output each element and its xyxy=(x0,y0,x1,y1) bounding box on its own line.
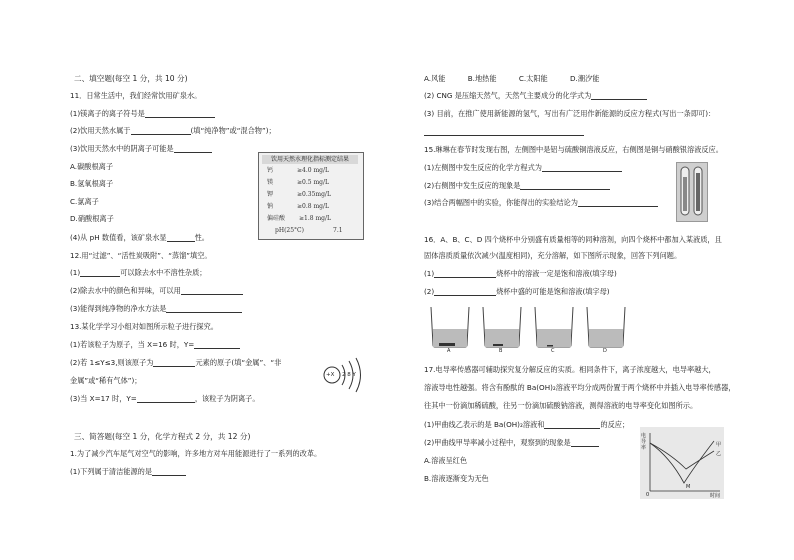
table-row: pH(25°C) 7.1 xyxy=(275,227,343,234)
q17-2: (2)甲曲线甲导率减小过程中，观察到的现象是 xyxy=(424,438,599,447)
shell-label: 2 8 Y xyxy=(342,372,356,378)
q14-3-blank xyxy=(424,127,584,136)
q11-3: (3)饮用天然水中的阴离子可能是 xyxy=(70,144,212,153)
q17-stem-3: 往其中一份滴加稀硫酸，往另一份滴加硫酸钠溶液，测得溶液的电导率变化如图所示。 xyxy=(424,401,698,410)
q16-stem-cont: 固体溶质质量依次减少(温度相同)，充分溶解，如下图所示现象，回答下列问题。 xyxy=(424,251,682,260)
q13-1: (1)若该粒子为原子，当 X=16 时，Y= xyxy=(70,340,240,349)
q17-stem: 17.电导率传感器可辅助探究复分解反应的实质。相同条件下，离子浓度越大，电导率越大， xyxy=(424,365,716,374)
q17-1: (1)甲曲线乙表示的是 Ba(OH)₂溶液和 的反应； xyxy=(424,420,630,429)
atom-structure-diagram xyxy=(318,356,366,394)
q12-1: (1) 可以除去水中不溶性杂质； xyxy=(70,268,207,277)
q16-1: (1) 烧杯中的溶液一定是饱和溶液(填字母) xyxy=(424,269,617,278)
option-c: C.氯离子 xyxy=(70,197,99,206)
option-b: B.氢氧根离子 xyxy=(70,179,114,188)
q17-stem-2: 溶液导电性越强。将含有酚酞的 Ba(OH)₂溶液平均分成两份置于两个烧杯中并插入电导率传感器， xyxy=(424,383,736,392)
graph-y-label: 电导率 xyxy=(641,433,647,451)
q14-options: A.风能 B.地热能 C.太阳能 D.潮汐能 xyxy=(424,74,600,83)
curve-label-jia: 甲 xyxy=(716,442,722,448)
q14-3: (3) 目前，在推广使用新能源的氢气，写出有广泛用作新能源的反应方程式(写出一条即可)： xyxy=(424,109,716,118)
curve-label-yi: 乙 xyxy=(716,451,722,457)
graph-point-m: M xyxy=(686,484,691,490)
q13-3: (3)当 X=17 时，Y= ，该粒子为阴离子。 xyxy=(70,394,260,403)
q15-stem: 15.琳琳在春节时发现右图，左侧图中是铝与硫酸铜溶液反应，右侧图是铜与硝酸银溶液反应。 xyxy=(424,145,723,154)
table-row: 钠 ≥0.8 mg/L xyxy=(267,203,330,210)
q11-1: (1)镁离子的离子符号是 xyxy=(70,109,215,118)
q17-option-a: A.溶液呈红色 xyxy=(424,456,468,465)
q15-3: (3)结合两幅图中的实验，你能得出的实验结论为 xyxy=(424,198,658,207)
table-row: 钙 ≥4.0 mg/L xyxy=(267,167,330,174)
beakers-diagram xyxy=(429,305,627,355)
q16-stem: 16．A、B、C、D 四个烧杯中分别盛有质量相等的同种溶剂，向四个烧杯中都加入某液质，且 xyxy=(424,235,722,244)
option-a: A.碳酸根离子 xyxy=(70,162,114,171)
q11-4: (4)从 pH 数值看，该矿泉水显 性。 xyxy=(70,233,209,242)
table-row: 钾 ≥0.35mg/L xyxy=(267,191,331,198)
beaker-label-d: D xyxy=(603,348,607,354)
mineral-water-table xyxy=(258,152,364,240)
conductivity-graph xyxy=(640,427,724,499)
beaker-label-c: C xyxy=(551,348,555,354)
beaker-label-b: B xyxy=(499,348,503,354)
q17-option-b: B.溶液逐渐变为无色 xyxy=(424,474,489,483)
q13-2-cont: 金属”或“稀有气体”)； xyxy=(70,376,142,385)
table-row: 偏硅酸 ≥1.8 mg/L xyxy=(267,215,332,222)
option-d: D.硝酸根离子 xyxy=(70,214,114,223)
table-title: 饮用天然水理化指标测定结果 xyxy=(262,155,358,164)
q16-2: (2) 烧杯中盛的可能是饱和溶液(填字母) xyxy=(424,287,610,296)
q12-3: (3)能得到纯净物的净水方法是 xyxy=(70,304,242,313)
q15-2: (2)右侧图中发生反应的现象是 xyxy=(424,181,610,190)
beaker-label-a: A xyxy=(447,348,451,354)
graph-origin: 0 xyxy=(646,492,650,498)
q13-2: (2)若 1≤Y≤3,则该原子为 元素的原子(填“金属”、“非 xyxy=(70,358,282,367)
q14-2: (2) CNG 是压缩天然气，天然气主要成分的化学式为 xyxy=(424,91,647,100)
test-tube-image xyxy=(676,162,708,222)
q12-2: (2)除去水中的颜色和异味，可以用 xyxy=(70,286,243,295)
q15-1: (1)左侧图中发生反应的化学方程式为 xyxy=(424,163,622,172)
q11-stem: 11．日常生活中，我们经常饮用矿泉水。 xyxy=(70,91,202,100)
q11-2: (2)饮用天然水属于 (填“纯净物”或“混合物”)； xyxy=(70,126,276,135)
q14-stem: 1.为了减少汽车尾气对空气的影响，许多地方对车用能源进行了一系列的改革。 xyxy=(70,449,322,458)
q12-stem: 12.用“过滤”、“活性炭吸附”、“蒸馏”填空。 xyxy=(70,251,212,260)
graph-x-label: 时间 xyxy=(710,493,721,499)
q13-stem: 13.某化学学习小组对如图所示粒子进行探究。 xyxy=(70,322,218,331)
section-2-title: 二、填空题(每空 1 分，共 10 分) xyxy=(74,74,188,83)
nucleus-label: +X xyxy=(326,372,335,378)
q14-1: (1)下列属于清洁能源的是 xyxy=(70,467,186,476)
table-row: 镁 ≥0.5 mg/L xyxy=(267,179,330,186)
section-3-title: 三、简答题(每空 1 分，化学方程式 2 分，共 12 分) xyxy=(74,432,251,441)
